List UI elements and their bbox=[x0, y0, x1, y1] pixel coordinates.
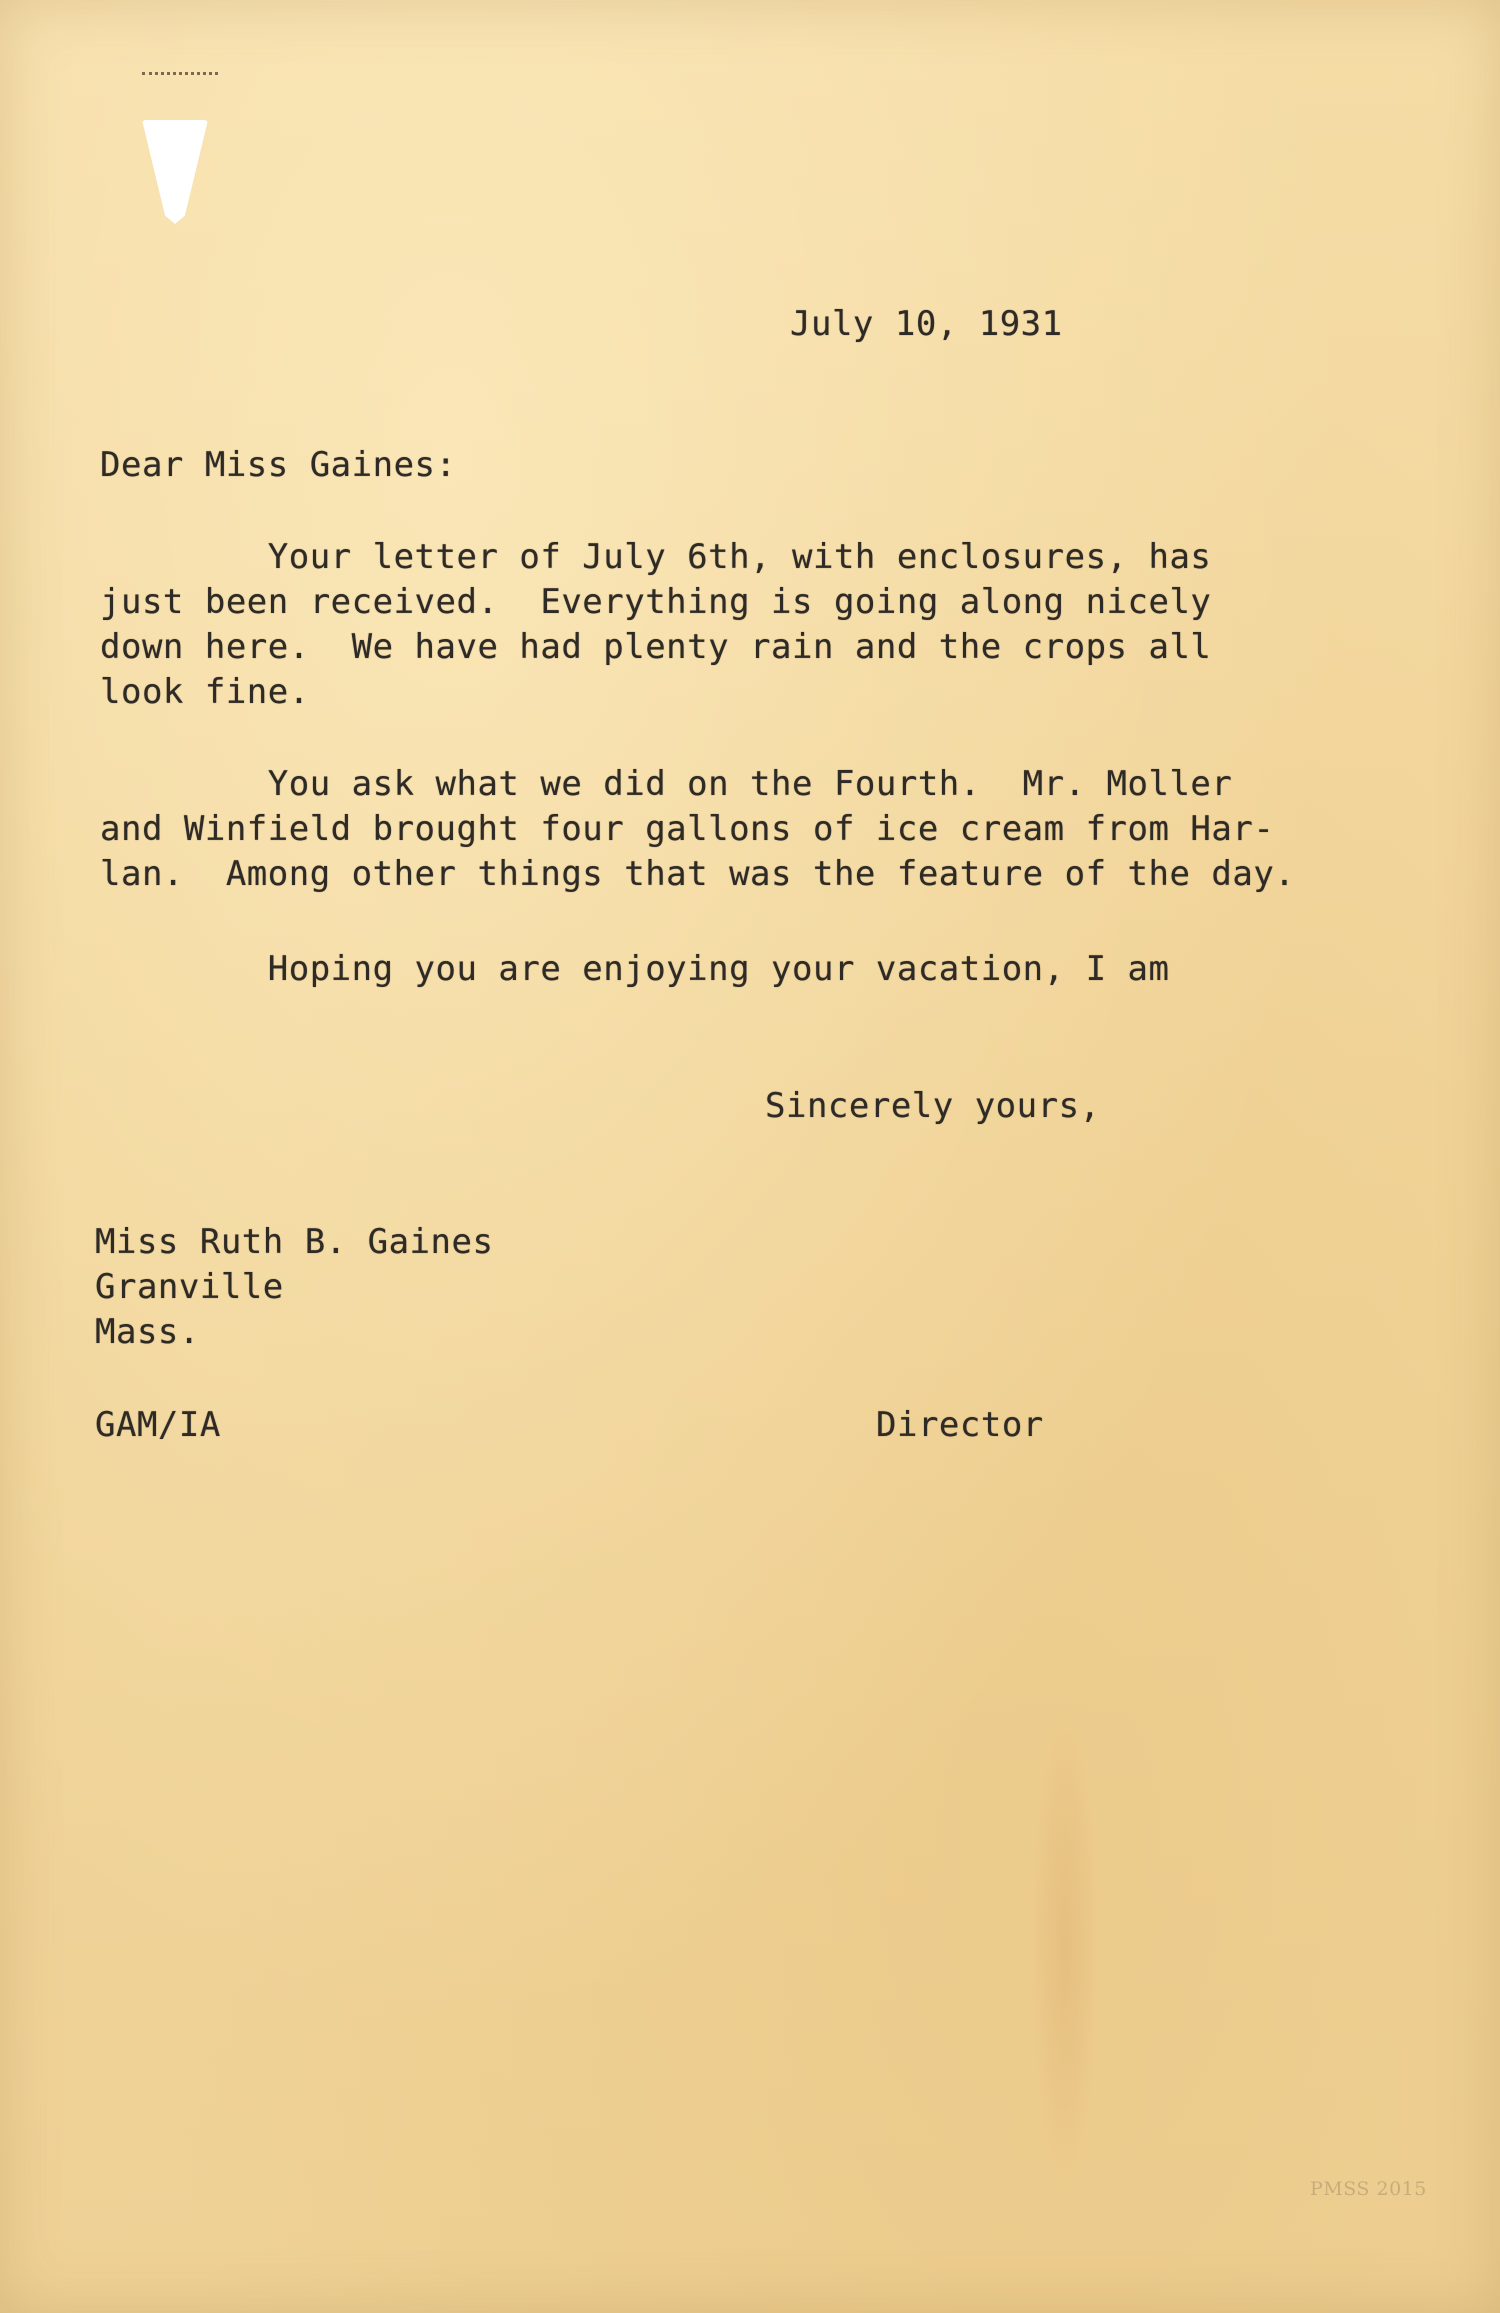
closing: Sincerely yours, bbox=[765, 1086, 1101, 1126]
paragraph-1-line: down here. We have had plenty rain and the crops all bbox=[100, 627, 1212, 667]
signer-title: Director bbox=[876, 1405, 1044, 1445]
paragraph-1-line: Your letter of July 6th, with enclosures, has bbox=[100, 537, 1212, 577]
paragraph-3: Hoping you are enjoying your vacation, I am bbox=[100, 949, 1170, 989]
address-line: Granville bbox=[95, 1267, 284, 1307]
address-line: Mass. bbox=[95, 1312, 200, 1352]
punch-hole-mark bbox=[142, 72, 218, 79]
paragraph-1-line: just been received. Everything is going along nicely bbox=[100, 582, 1212, 622]
reference-initials: GAM/IA bbox=[95, 1405, 221, 1445]
salutation: Dear Miss Gaines: bbox=[100, 445, 457, 485]
punch-hole bbox=[142, 120, 208, 224]
paragraph-1 bbox=[100, 535, 1211, 715]
paragraph-2-line: and Winfield brought four gallons of ice cream from Har- bbox=[100, 809, 1275, 849]
archive-stamp: PMSS 2015 bbox=[1310, 2178, 1427, 2200]
paragraph-2-line: You ask what we did on the Fourth. Mr. Moller bbox=[100, 764, 1233, 804]
paragraph-2-line: lan. Among other things that was the feature of the day. bbox=[100, 854, 1296, 894]
letter-date: July 10, 1931 bbox=[790, 304, 1063, 344]
paragraph-1-line: look fine. bbox=[100, 672, 310, 712]
recipient-address bbox=[95, 1220, 493, 1355]
paragraph-2 bbox=[100, 762, 1295, 897]
paper-stain bbox=[1030, 1700, 1100, 2200]
address-line: Miss Ruth B. Gaines bbox=[95, 1222, 494, 1262]
